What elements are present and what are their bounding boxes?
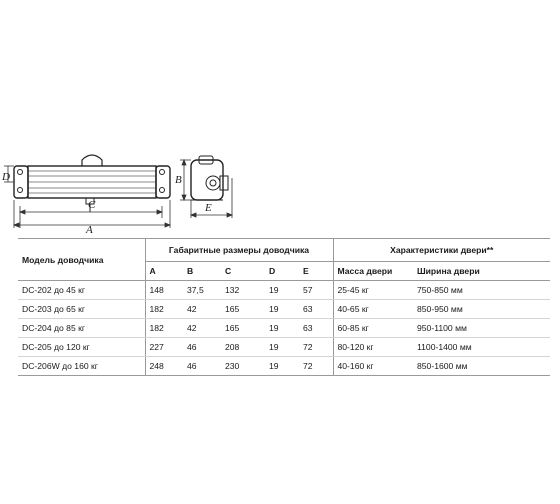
model-cell: DC-204 до 85 кг (18, 319, 145, 338)
dimension-label-a: A (86, 224, 93, 236)
cell-b: 42 (183, 300, 221, 319)
dimension-label-e: E (205, 202, 212, 214)
cell-a: 182 (145, 319, 183, 338)
cell-b: 46 (183, 357, 221, 376)
door-closer-drawing (0, 0, 560, 240)
model-cell: DC-203 до 65 кг (18, 300, 145, 319)
front-dimensions (4, 166, 170, 228)
column-header-a: A (145, 262, 183, 281)
cell-c: 165 (221, 300, 265, 319)
column-header-e: E (299, 262, 333, 281)
cell-door-mass: 40-65 кг (333, 300, 413, 319)
model-cell: DC-206W до 160 кг (18, 357, 145, 376)
cell-b: 42 (183, 319, 221, 338)
cell-b: 46 (183, 338, 221, 357)
model-cell: DC-202 до 45 кг (18, 281, 145, 300)
cell-d: 19 (265, 300, 299, 319)
cell-c: 208 (221, 338, 265, 357)
table-row (18, 300, 550, 319)
table-row (18, 281, 550, 300)
cell-door-mass: 25-45 кг (333, 281, 413, 300)
dimensions-group-header: Габаритные размеры доводчика (145, 239, 333, 262)
column-header-c: C (221, 262, 265, 281)
cell-a: 248 (145, 357, 183, 376)
column-header-door-width: Ширина двери (413, 262, 550, 281)
cell-d: 19 (265, 281, 299, 300)
cell-e: 72 (299, 338, 333, 357)
cell-door-width: 750-850 мм (413, 281, 550, 300)
dimension-label-d: D (2, 171, 10, 183)
table-row (18, 338, 550, 357)
cell-d: 19 (265, 319, 299, 338)
cell-c: 165 (221, 319, 265, 338)
cell-a: 182 (145, 300, 183, 319)
cell-e: 72 (299, 357, 333, 376)
cell-e: 63 (299, 300, 333, 319)
model-column-header: Модель доводчика (18, 239, 145, 281)
cell-c: 230 (221, 357, 265, 376)
table-group-header-row (18, 239, 550, 262)
dimension-label-b: B (175, 174, 182, 186)
table-row (18, 319, 550, 338)
cell-door-width: 950-1100 мм (413, 319, 550, 338)
cell-c: 132 (221, 281, 265, 300)
cell-door-width: 850-1600 мм (413, 357, 550, 376)
side-view (191, 156, 228, 200)
spec-table (18, 238, 550, 376)
cell-b: 37,5 (183, 281, 221, 300)
cell-a: 148 (145, 281, 183, 300)
column-header-d: D (265, 262, 299, 281)
model-cell: DC-205 до 120 кг (18, 338, 145, 357)
cell-a: 227 (145, 338, 183, 357)
dimension-label-c: C (88, 199, 96, 211)
cell-door-width: 1100-1400 мм (413, 338, 550, 357)
cell-door-mass: 60-85 кг (333, 319, 413, 338)
column-header-b: B (183, 262, 221, 281)
cell-door-mass: 40-160 кг (333, 357, 413, 376)
characteristics-group-header: Характеристики двери** (333, 239, 550, 262)
cell-d: 19 (265, 338, 299, 357)
cell-e: 57 (299, 281, 333, 300)
column-header-door-mass: Масса двери (333, 262, 413, 281)
table-row (18, 357, 550, 376)
cell-door-mass: 80-120 кг (333, 338, 413, 357)
technical-drawing (0, 0, 560, 240)
cell-door-width: 850-950 мм (413, 300, 550, 319)
cell-d: 19 (265, 357, 299, 376)
cell-e: 63 (299, 319, 333, 338)
